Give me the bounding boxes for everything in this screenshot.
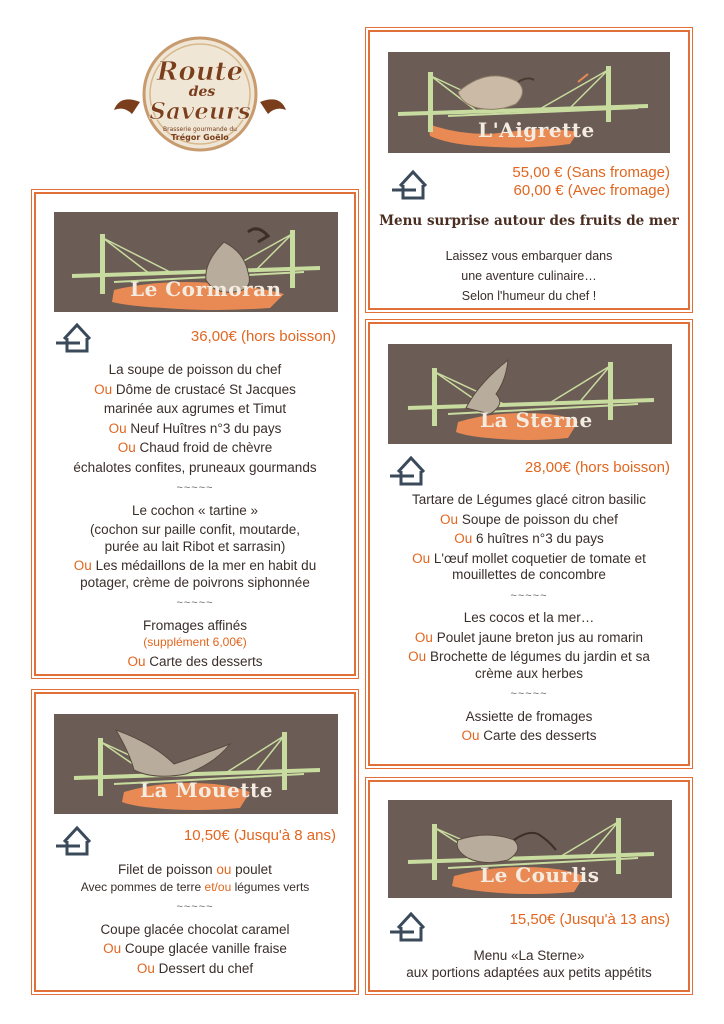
svg-text:Saveurs: Saveurs [149,98,251,125]
menu-price-mouette: 10,50€ (Jusqu'à 8 ans) [183,827,336,844]
menu-item: Ou Coupe glacée vanille fraise [103,941,287,956]
menu-item: crème aux herbes [474,665,584,681]
menu-card-sterne [368,322,690,766]
house-icon [388,908,434,948]
menu-items-cormoran [36,362,354,673]
menu-item-supplement: (supplément 6,00€) [143,635,247,649]
menu-item: Le cochon « tartine » [131,502,259,518]
menu-item: Ou L'œuf mollet coquetier de tomate et [412,550,646,566]
menu-item: (cochon sur paille confit, moutarde, [89,522,301,537]
menu-banner-sterne [388,344,672,444]
menu-item: Ou Dessert du chef [136,960,254,976]
menu-title-mouette: La Mouette [140,778,273,802]
menu-description-aigrette: Laissez vous embarquer dans une aventure culinaire… Selon l'humeur du chef ! [445,249,613,303]
menu-item: Ou Neuf Huîtres n°3 du pays [108,420,282,436]
menu-item: aux portions adaptées aux petits appétits [406,964,652,980]
menu-title-sterne: La Sterne [480,408,593,432]
separator: ~~~~~ [176,901,214,913]
menu-item: Ou Brochette de légumes du jardin et sa [408,649,650,664]
menu-title-cormoran: Le Cormoran [130,277,282,301]
menu-item: Ou Soupe de poisson du chef [440,511,618,527]
menu-item: Coupe glacée chocolat caramel [100,921,290,937]
bird-illustration [116,730,230,776]
menu-item: marinée aux agrumes et Timut [103,401,287,416]
menu-title-aigrette: L'Aigrette [478,118,595,142]
menu-item: Ou Carte des desserts [127,653,263,669]
bird-illustration [458,76,523,109]
menu-subtitle-aigrette: Menu surprise autour des fruits de mer [379,213,679,229]
separator: ~~~~~ [510,688,548,700]
menu-price-aigrette-2: 60,00 € (Avec fromage) [513,182,670,199]
menu-item: Ou Les médaillons de la mer en habit du [73,558,317,573]
house-icon [54,319,100,359]
menu-price-aigrette-1: 55,00 € (Sans fromage) [512,164,670,181]
svg-text:Trégor Goëlo: Trégor Goëlo [171,133,229,142]
menu-item: Ou Chaud froid de chèvre [117,440,273,455]
menu-card-cormoran [34,192,356,676]
menu-item: Avec pommes de terre et/ou légumes verts [80,879,310,894]
menu-items-mouette [36,862,354,980]
menu-items-courlis [370,948,688,984]
menu-item: La soupe de poisson du chef [108,362,282,377]
menu-item: Fromages affinés [142,617,248,633]
menu-card-aigrette [368,30,690,310]
menu-price-cormoran: 36,00€ (hors boisson) [190,328,336,345]
menu-item: Filet de poisson ou poulet [118,862,272,877]
house-icon [390,166,436,206]
menu-item: Ou Carte des desserts [461,728,597,743]
svg-text:Route: Route [156,57,244,87]
separator: ~~~~~ [176,597,214,609]
menu-banner-courlis [388,800,672,898]
menu-banner-cormoran [54,212,338,312]
menu-card-courlis [368,780,690,992]
route-des-saveurs-logo [110,30,290,160]
menu-item: mouillettes de concombre [452,567,606,582]
menu-item: Ou Dôme de crustacé St Jacques [94,381,296,397]
svg-text:des: des [188,84,216,100]
separator: ~~~~~ [510,589,548,602]
menu-banner-mouette [54,714,338,814]
menu-item: Assiette de fromages [465,708,593,724]
menu-item: Ou 6 huîtres n°3 du pays [454,531,604,546]
menu-banner-aigrette [388,52,670,153]
menu-item: Menu «La Sterne» [473,948,585,963]
menu-item: Tartare de Légumes glacé citron basilic [411,492,647,507]
menu-item: Ou Poulet jaune breton jus au romarin [414,629,644,645]
menu-card-mouette [34,692,356,992]
menu-item: Les cocos et la mer… [463,610,595,625]
house-icon [388,452,434,492]
menu-items-sterne [370,492,688,748]
house-icon [54,822,100,862]
menu-title-courlis: Le Courlis [480,863,600,887]
menu-price-sterne: 28,00€ (hors boisson) [524,459,670,476]
menu-item: échalotes confites, pruneaux gourmands [73,459,317,475]
menu-item: purée au lait Ribot et sarrasin) [104,538,286,554]
svg-text:Brasserie gourmande du: Brasserie gourmande du [163,126,237,133]
separator: ~~~~~ [176,482,214,494]
menu-item: potager, crème de poivrons siphonnée [80,574,310,590]
menu-price-courlis: 15,50€ (Jusqu'à 13 ans) [509,911,670,928]
